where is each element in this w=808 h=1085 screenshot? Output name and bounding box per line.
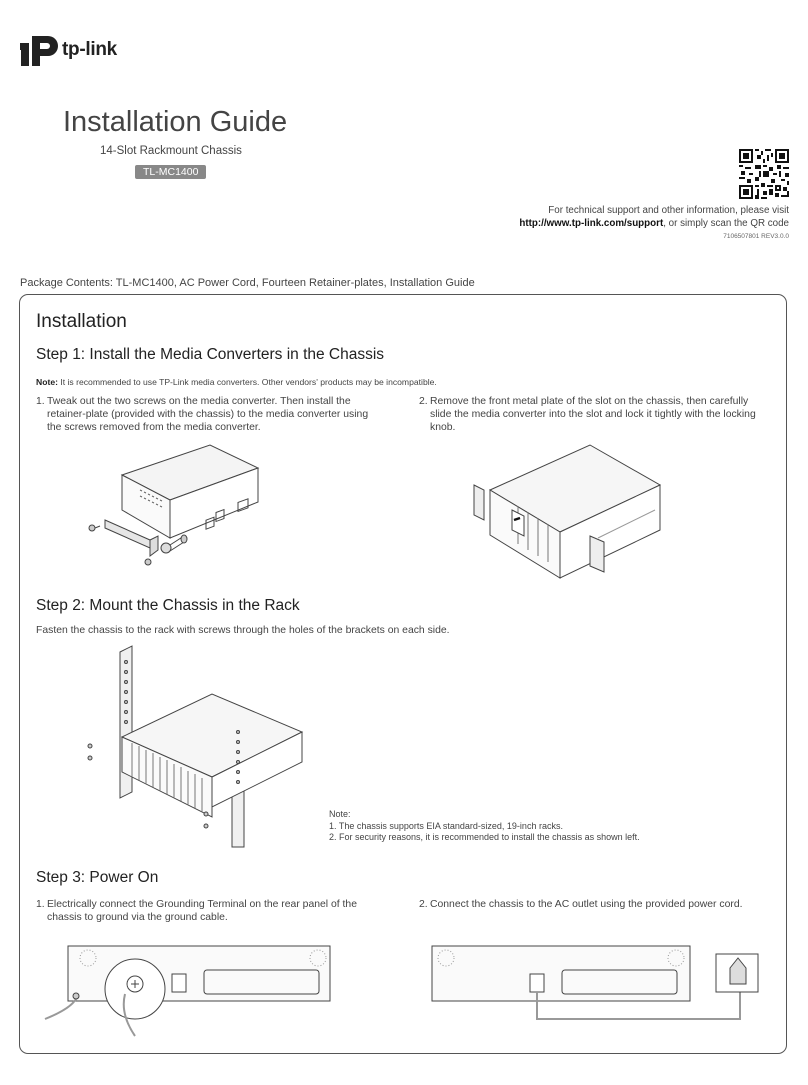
step1-item1-text: Tweak out the two screws on the media converter. Then install the retainer-plate (provided with the chassis) to the media converter using the screws removed from the media converter.: [47, 396, 369, 433]
logo-text: tp-link: [62, 39, 117, 60]
tp-link-logo-icon: [18, 30, 58, 70]
step2-note1: 1. The chassis supports EIA standard-sized, 19-inch racks.: [329, 820, 563, 831]
rack-mount-illustration: [82, 642, 312, 847]
step1-title: Step 1: Install the Media Converters in the Chassis: [36, 346, 385, 363]
installation-heading: Installation: [36, 311, 127, 332]
step3-item2-text: Connect the chassis to the AC outlet using the provided power cord.: [430, 899, 743, 910]
support-info: [519, 205, 789, 230]
support-line2: [519, 218, 789, 231]
chassis-insert-illustration: [470, 440, 670, 580]
doc-number: 7106507801 REV3.0.0: [723, 233, 789, 240]
step2-note2: 2. For security reasons, it is recommended to install the chassis as shown left.: [329, 832, 640, 842]
step2-title: Step 2: Mount the Chassis in the Rack: [36, 597, 300, 614]
step3-item2-num: 2.: [419, 899, 428, 910]
support-url[interactable]: http://www.tp-link.com/support: [519, 217, 664, 229]
grounding-illustration: [40, 944, 340, 1039]
page-subtitle: 14-Slot Rackmount Chassis: [100, 145, 242, 157]
tp-link-logo: [18, 30, 117, 70]
support-line1: For technical support and other information, please visit: [548, 205, 789, 216]
step3-item2: [419, 898, 759, 911]
step2-note: [329, 809, 640, 844]
step1-note-text: It is recommended to use TP-Link media converters. Other vendors' products may be incompatible.: [57, 377, 437, 387]
support-line2-suffix: , or simply scan the QR code: [663, 217, 789, 229]
step3-item1: [36, 898, 366, 924]
page-title: Installation Guide: [63, 106, 288, 138]
step1-item2-num: 2.: [419, 396, 428, 407]
step1-item1-num: 1.: [36, 396, 45, 407]
step1-note-label: Note:: [36, 377, 58, 387]
step1-item2: [419, 395, 759, 434]
step2-note-label: Note:: [329, 809, 351, 819]
step1-note: [36, 377, 437, 387]
model-badge: TL-MC1400: [135, 165, 206, 179]
package-contents: Package Contents: TL-MC1400, AC Power Cord, Fourteen Retainer-plates, Installation Guide: [20, 277, 475, 289]
qr-code-icon: [739, 149, 789, 199]
media-converter-illustration: [80, 440, 270, 580]
step1-item1: [36, 395, 376, 434]
power-illustration: [420, 944, 770, 1029]
step3-title: Step 3: Power On: [36, 869, 159, 886]
step3-item1-text: Electrically connect the Grounding Terminal on the rear panel of the chassis to ground via the ground cable.: [47, 899, 357, 923]
step2-text: Fasten the chassis to the rack with screws through the holes of the brackets on each side.: [36, 625, 450, 636]
step1-item2-text: Remove the front metal plate of the slot on the chassis, then carefully slide the media converter into the slot and lock it tightly with the locking knob.: [430, 396, 756, 433]
step3-item1-num: 1.: [36, 899, 45, 910]
